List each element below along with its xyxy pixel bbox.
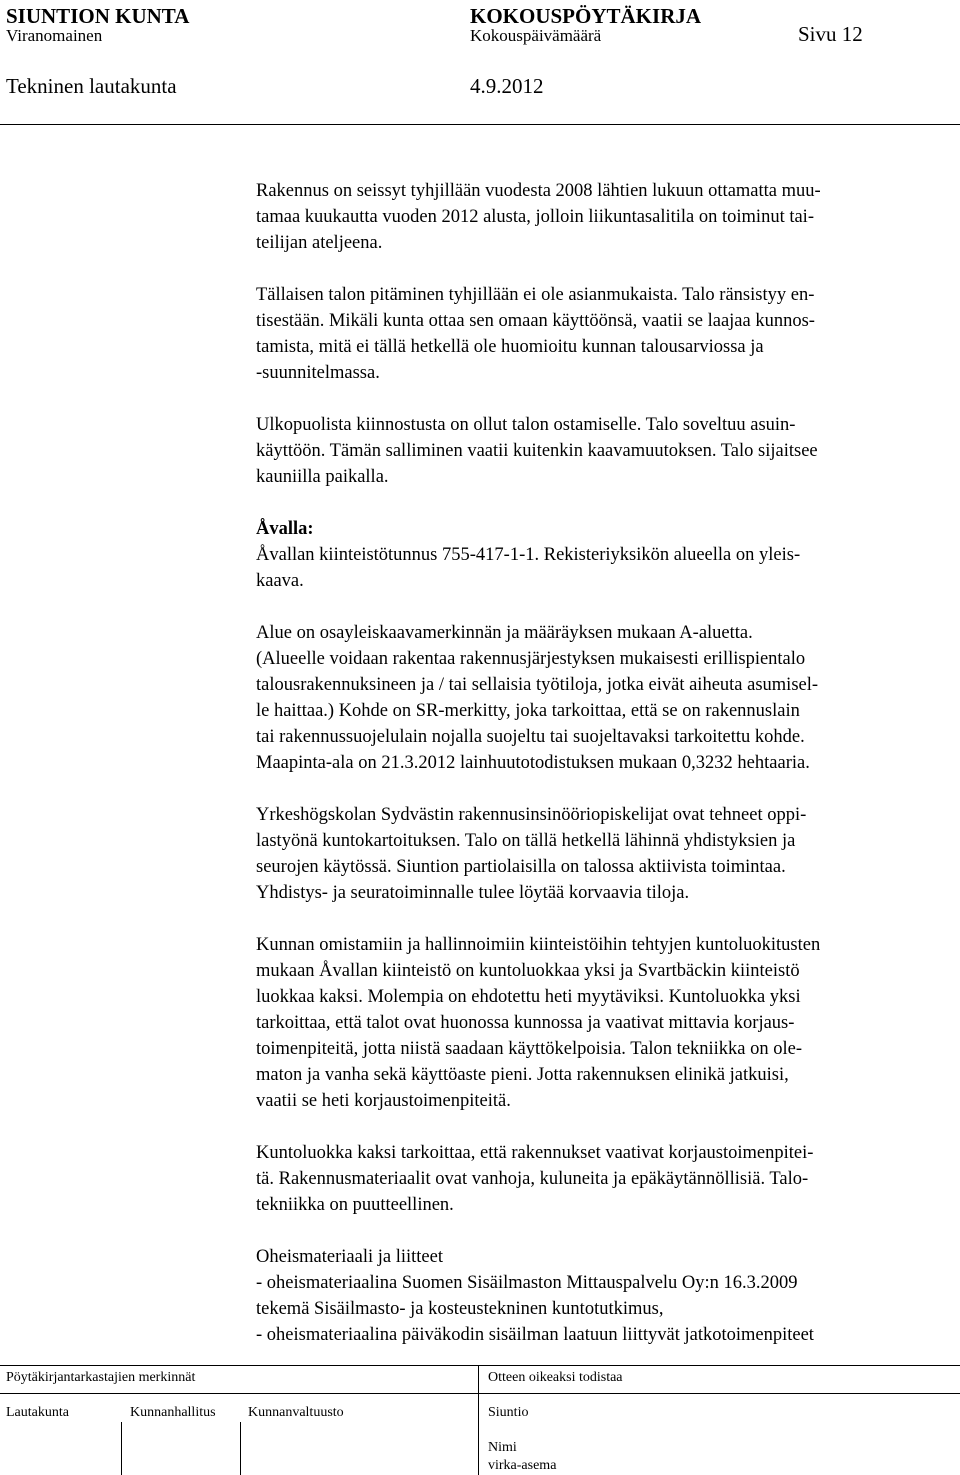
paragraph: Ulkopuolista kiinnostusta on ollut talon ostamiselle. Talo soveltuu asuin- käyttöön. Tämän salliminen vaatii kuitenkin kaavamuutoksen. Talo sijaitsee kauniilla paikalla. xyxy=(256,415,818,487)
authority-label: Viranomainen xyxy=(6,26,103,45)
footer-place: Siuntio xyxy=(488,1405,529,1420)
footer-divider-top xyxy=(0,1365,960,1366)
certified-label: Otteen oikeaksi todistaa xyxy=(488,1370,623,1385)
paragraph: Yrkeshögskolan Sydvästin rakennusinsinööriopiskelijat ovat tehneet oppi- lastyönä kuntokartoituksen. Talo on tällä hetkellä lähinnä yhdistyksien ja seurojen käytössä. Siuntion partiolaisilla on talossa aktiivista toimintaa. Yhdistys- ja seuratoiminnalle tulee löytää korvaavia tiloja. xyxy=(256,805,807,903)
section-heading: Åvalla: xyxy=(256,519,314,539)
meeting-date: 4.9.2012 xyxy=(470,74,544,98)
paragraph: Kuntoluokka kaksi tarkoittaa, että rakennukset vaativat korjaustoimenpitei- tä. Rakennusmateriaalit ovat vanhoja, kuluneita ja epäkäytännöllisiä. Talo- tekniikka on puutteellinen. xyxy=(256,1143,814,1215)
paragraph: Rakennus on seissyt tyhjillään vuodesta 2008 lähtien lukuun ottamatta muu- tamaa kuukautta vuoden 2012 alusta, jolloin liikuntasalitila on toiminut tai- teilijan ateljeena. xyxy=(256,181,821,253)
footer-column-divider xyxy=(478,1366,479,1475)
paragraph: Åvallan kiinteistötunnus 755-417-1-1. Rekisteriyksikön alueella on yleis- kaava. xyxy=(256,545,801,591)
footer-column-divider xyxy=(121,1422,122,1475)
footer-kunnanhallitus: Kunnanhallitus xyxy=(130,1405,216,1420)
committee-name: Tekninen lautakunta xyxy=(6,74,177,98)
paragraph: Alue on osayleiskaavamerkinnän ja määräyksen mukaan A-aluetta. (Alueelle voidaan rakentaa rakennusjärjestyksen mukaisesti erillispientalo talousrakennuksineen ja / tai sellaisia työtiloja, jotka eivät aiheuta asumisel- le haittaa.) Kohde on SR-merkitty, joka tarkoittaa, että se on rakennuslain tai rakennussuojelulain nojalla suojeltu tai suojeltavaksi tarkoitettu kohde. Maapinta-ala on 21.3.2012 lainhuutotodistuksen mukaan 0,3232 hehtaaria. xyxy=(256,623,819,773)
paragraph: Kunnan omistamiin ja hallinnoimiin kiinteistöihin tehtyjen kuntoluokitusten mukaan Åvallan kiinteistö on kuntoluokkaa yksi ja Svartbäckin kiinteistö luokkaa kaksi. Molempia on ehdotettu heti myytäviksi. Kuntoluokka yksi tarkoittaa, että talot ovat huonossa kunnossa ja vaativat mittavia korjaus- toimenpiteitä, jotta niistä saadaan käyttökelpoisia. Talon tekniikka on ole- maton ja vanha sekä käyttöaste pieni. Jotta rakennuksen elinikä jatkuisi, vaatii se heti korjaustoimenpiteitä. xyxy=(256,935,821,1111)
municipality-name: SIUNTION KUNTA xyxy=(6,4,190,28)
paragraph: Tällaisen talon pitäminen tyhjillään ei ole asianmukaista. Talo ränsistyy en- tisestään. Mikäli kunta ottaa sen omaan käyttöönsä, vaatii se laajaa kunnos- tamista, mitä ei tällä hetkellä ole huomioitu kunnan talousarviossa ja -suunnitelmassa. xyxy=(256,285,815,383)
header-divider xyxy=(0,124,960,125)
initials-label: Pöytäkirjantarkastajien merkinnät xyxy=(6,1370,196,1385)
attachments-paragraph: Oheismateriaali ja liitteet - oheismateriaalina Suomen Sisäilmaston Mittauspalvelu Oy:n 16.3.2009 tekemä Sisäilmasto- ja kosteustekninen kuntotutkimus, - oheismateriaalina päiväkodin sisäilman laatuun liittyvät jatkotoimenpiteet xyxy=(256,1247,814,1345)
footer-divider-mid xyxy=(0,1393,960,1394)
page-number: Sivu 12 xyxy=(798,22,863,46)
footer-kunnanvaltuusto: Kunnanvaltuusto xyxy=(248,1405,344,1420)
date-label: Kokouspäivämäärä xyxy=(470,26,602,45)
document-body xyxy=(256,178,956,1348)
document-type: KOKOUSPÖYTÄKIRJA xyxy=(470,4,702,28)
footer-column-divider xyxy=(240,1422,241,1475)
footer-title-label: virka-asema xyxy=(488,1458,557,1473)
footer-lautakunta: Lautakunta xyxy=(6,1405,69,1420)
footer-name-label: Nimi xyxy=(488,1440,517,1455)
